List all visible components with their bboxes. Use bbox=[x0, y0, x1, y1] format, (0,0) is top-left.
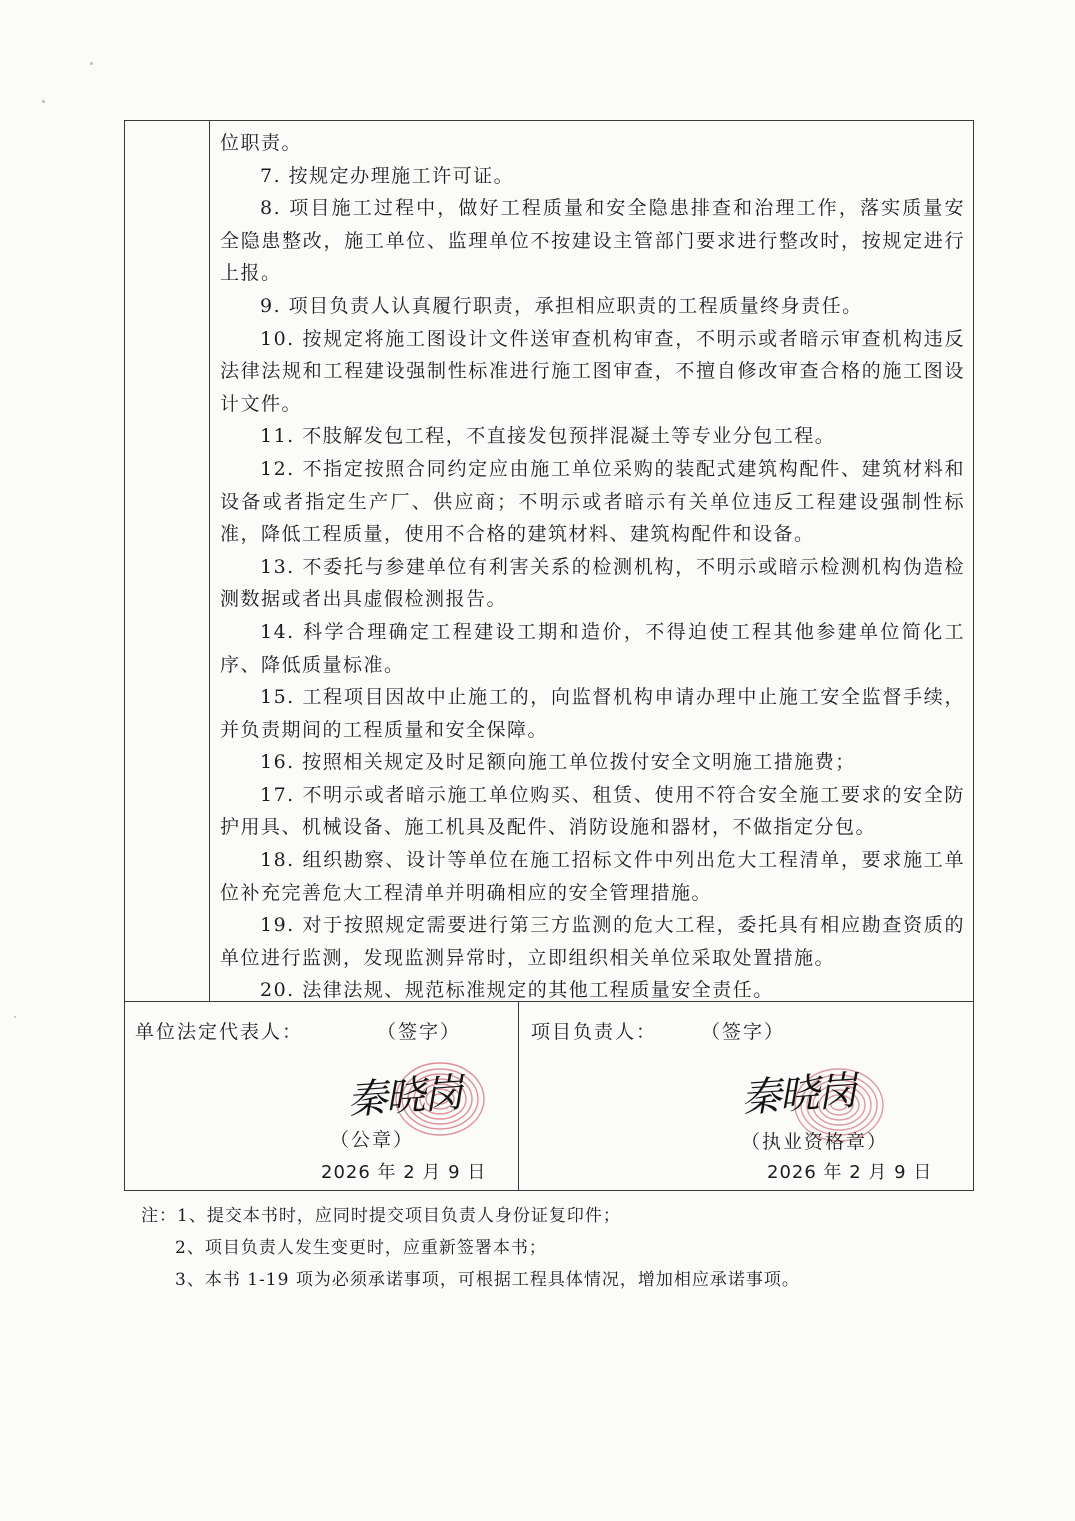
commitment-item: 20. 法律法规、规范标准规定的其他工程质量安全责任。 bbox=[260, 979, 774, 1002]
commitment-list bbox=[220, 127, 965, 1007]
commitment-item: 11. 不肢解发包工程，不直接发包预拌混凝土等专业分包工程。 bbox=[260, 425, 836, 448]
table-left-column bbox=[125, 121, 210, 1001]
project-leader-label: 项目负责人： bbox=[531, 1021, 658, 1043]
commitment-table bbox=[124, 120, 974, 1191]
scan-speck bbox=[42, 100, 45, 103]
sign-date: 2026 年 2 月 9 日 bbox=[767, 1162, 933, 1183]
signature: 秦晓岗 bbox=[739, 1068, 857, 1122]
sign-date: 2026 年 2 月 9 日 bbox=[321, 1162, 487, 1183]
footnotes bbox=[141, 1200, 1021, 1296]
table-divider bbox=[125, 1001, 973, 1002]
commitment-item: 17. 不明示或者暗示施工单位购买、租赁、使用不符合安全施工要求的安全防护用具、机械设备、施工机具及配件、消防设施和器材，不做指定分包。 bbox=[220, 783, 965, 839]
scan-speck bbox=[90, 62, 93, 65]
commitment-item: 16. 按照相关规定及时足额向施工单位拨付安全文明施工措施费； bbox=[260, 751, 856, 774]
project-leader-cell bbox=[519, 1003, 973, 1190]
sign-hint: （签字） bbox=[377, 1021, 462, 1043]
commitment-item: 10. 按规定将施工图设计文件送审查机构审查，不明示或者暗示审查机构违反法律法规和工程建设强制性标准进行施工图审查，不擅自修改审查合格的施工图设计文件。 bbox=[220, 327, 965, 415]
note-item: 3、本书 1-19 项为必须承诺事项，可根据工程具体情况，增加相应承诺事项。 bbox=[175, 1270, 800, 1290]
official-seal-label: （公章） bbox=[330, 1129, 415, 1151]
note-item: 2、项目负责人发生变更时，应重新签署本书； bbox=[175, 1238, 547, 1258]
commitment-item: 位职责。 bbox=[220, 132, 303, 154]
legal-representative-cell bbox=[125, 1003, 518, 1190]
commitment-item: 13. 不委托与参建单位有利害关系的检测机构，不明示或暗示检测机构伪造检测数据或者出具虚假检测报告。 bbox=[220, 555, 965, 611]
sign-hint: （签字） bbox=[701, 1021, 786, 1043]
commitment-item: 18. 组织勘察、设计等单位在施工招标文件中列出危大工程清单，要求施工单位补充完善危大工程清单并明确相应的安全管理措施。 bbox=[220, 849, 965, 904]
commitment-item: 9. 项目负责人认真履行职责，承担相应职责的工程质量终身责任。 bbox=[260, 294, 863, 317]
commitment-item: 12. 不指定按照合同约定应由施工单位采购的装配式建筑构配件、建筑材料和设备或者指定生产厂、供应商；不明示或者暗示有关单位违反工程建设强制性标准，降低工程质量，使用不合格的建筑材料、建筑构配件和设备。 bbox=[220, 457, 965, 546]
commitment-item: 8. 项目施工过程中，做好工程质量和安全隐患排查和治理工作，落实质量安全隐患整改，施工单位、监理单位不按建设主管部门要求进行整改时，按规定进行上报。 bbox=[220, 197, 965, 285]
commitment-item: 7. 按规定办理施工许可证。 bbox=[260, 164, 515, 187]
signature: 秦晓岗 bbox=[345, 1070, 463, 1124]
commitment-item: 19. 对于按照规定需要进行第三方监测的危大工程，委托具有相应勘查资质的单位进行监测，发现监测异常时，立即组织相关单位采取处置措施。 bbox=[220, 914, 965, 969]
scan-speck bbox=[14, 1016, 16, 1018]
commitment-item: 14. 科学合理确定工程建设工期和造价，不得迫使工程其他参建单位简化工序、降低质量标准。 bbox=[220, 620, 965, 676]
qualification-seal-label: （执业资格章） bbox=[741, 1131, 889, 1153]
commitment-item: 15. 工程项目因故中止施工的，向监督机构申请办理中止施工安全监督手续，并负责期间的工程质量和安全保障。 bbox=[220, 686, 965, 741]
note-item: 注：1、提交本书时，应同时提交项目负责人身份证复印件； bbox=[141, 1206, 621, 1226]
legal-representative-label: 单位法定代表人： bbox=[135, 1021, 304, 1043]
